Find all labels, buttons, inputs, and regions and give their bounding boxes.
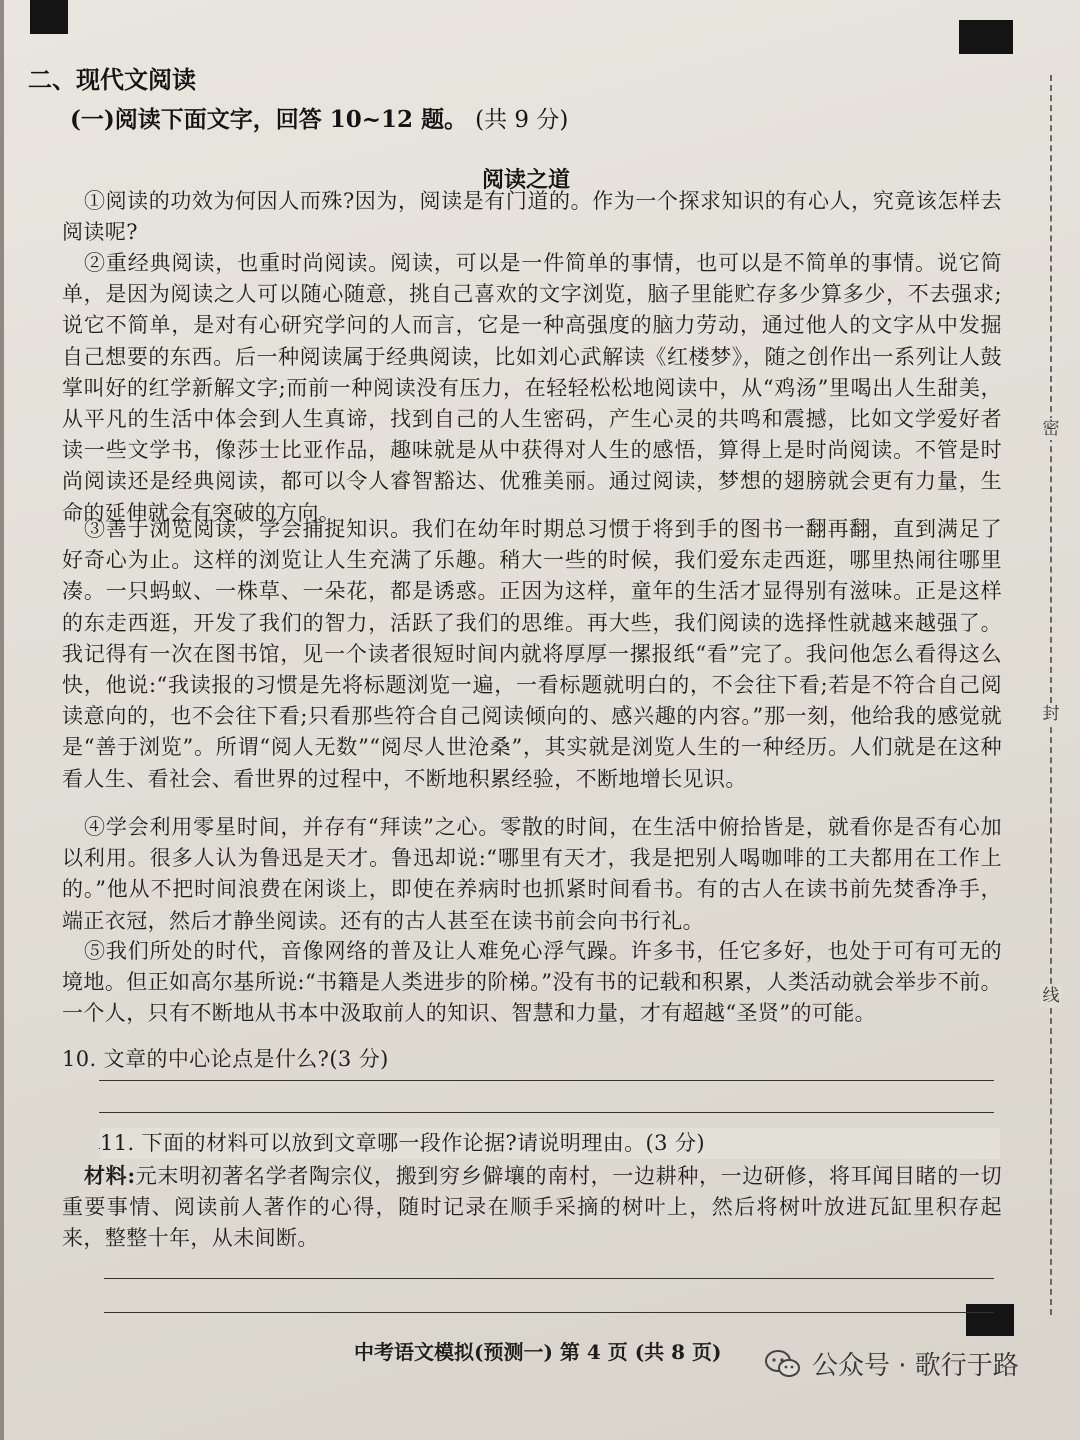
section-title: 二、现代文阅读 — [28, 65, 196, 94]
watermark — [764, 1345, 1019, 1382]
subsection-points: (共 9 分) — [475, 107, 569, 133]
material-label: 材料: — [84, 1163, 136, 1188]
corner-marker-bottom-right — [966, 1304, 1014, 1336]
subsection-title-text: (一)阅读下面文字，回答 10~12 题。 — [70, 106, 468, 133]
paragraph-3: ③善于浏览阅读，学会捕捉知识。我们在幼年时期总习惯于将到手的图书一翻再翻，直到满足了好奇心为止。这样的浏览让人生充满了乐趣。稍大一些的时候，我们爱东走西逛，哪里热闹往哪里凑。一只蚂蚁、一株草、一朵花，都是诱惑。正因为这样，童年的生活才显得别有滋味。正是这样的东走西逛，开发了我们的智力，活跃了我们的思维。再大些，我们阅读的选择性就越来越强了。我记得有一次在图书馆，见一个读者很短时间内就将厚厚一摞报纸“看”完了。我问他怎么看得这么快，他说:“我读报的习惯是先将标题浏览一遍，一看标题就明白的，不会往下看;若是不符合自己阅读意向的，也不会往下看;只看那些符合自己阅读倾向的、感兴趣的内容。”那一刻，他给我的感觉就是“善于浏览”。所谓“阅人无数”“阅尽人世沧桑”，其实就是浏览人生的一种经历。人们就是在这种看人生、看社会、看世界的过程中，不断地积累经验，不断地增长见识。 — [62, 517, 1002, 791]
answer-line-11-b[interactable] — [104, 1312, 994, 1313]
subsection-title — [70, 101, 568, 134]
paragraph-4: ④学会利用零星时间，并存有“拜读”之心。零散的时间，在生活中俯拾皆是，就看你是否有心加以利用。很多人认为鲁迅是天才。鲁迅却说:“哪里有天才，我是把别人喝咖啡的工夫都用在工作上的。”他从不把时间浪费在闲谈上，即使在养病时也抓紧时间看书。有的古人在读书前先焚香净手，端正衣冠，然后才静坐阅读。还有的古人甚至在读书前会向书行礼。 — [62, 815, 1002, 933]
corner-marker-top-right — [959, 20, 1013, 54]
seal-line — [1050, 75, 1052, 1315]
corner-marker-top-left — [30, 0, 68, 34]
article-title: 阅读之道 — [482, 167, 571, 193]
watermark-text: 公众号 · 歌行于路 — [812, 1351, 1019, 1381]
material-text: 元末明初著名学者陶宗仪，搬到穷乡僻壤的南村，一边耕种，一边研修，将耳闻目睹的一切重要事情、阅读前人著作的心得，随时记录在顺手采摘的树叶上，然后将树叶放进瓦缸里积存起来，整整十年，从未间断。 — [62, 1164, 1003, 1251]
seal-char-xian: 线 — [1040, 985, 1062, 1007]
question-10: 10. 文章的中心论点是什么?(3 分) — [62, 1047, 389, 1071]
exam-sheet — [4, 0, 1080, 1440]
page-footer: 中考语文模拟(预测一) 第 4 页 (共 8 页) — [354, 1340, 722, 1364]
paragraph-5: ⑤我们所处的时代，音像网络的普及让人难免心浮气躁。许多书，任它多好，也处于可有可无的境地。但正如高尔基所说:“书籍是人类进步的阶梯。”没有书的记载和积累，人类活动就会举步不前。一个人，只有不断地从书本中汲取前人的知识、智慧和力量，才有超越“圣贤”的可能。 — [62, 939, 1002, 1026]
answer-line-11-a[interactable] — [104, 1278, 994, 1279]
answer-line-10-a[interactable] — [99, 1080, 994, 1081]
paragraph-2: ②重经典阅读，也重时尚阅读。阅读，可以是一件简单的事情，也可以是不简单的事情。说它简单，是因为阅读之人可以随心随意，挑自己喜欢的文字浏览，脑子里能贮存多少算多少，不去强求;说它不简单，是对有心研究学问的人而言，它是一种高强度的脑力劳动，通过他人的文字从中发掘自己想要的东西。后一种阅读属于经典阅读，比如刘心武解读《红楼梦》，随之创作出一系列让人鼓掌叫好的红学新解文字;而前一种阅读没有压力，在轻轻松松地阅读中，从“鸡汤”里喝出人生甜美，从平凡的生活中体会到人生真谛，找到自己的人生密码，产生心灵的共鸣和震撼，比如文学爱好者读一些文学书，像莎士比亚作品，趣味就是从中获得对人生的感悟，算得上是时尚阅读。不管是时尚阅读还是经典阅读，都可以令人睿智豁达、优雅美丽。通过阅读，梦想的翅膀就会更有力量，生命的延伸就会有突破的方向。 — [62, 251, 1002, 525]
seal-char-mi: 密 — [1040, 418, 1062, 440]
seal-char-feng: 封 — [1040, 703, 1062, 725]
question-11-material — [62, 1160, 1002, 1255]
answer-line-10-b[interactable] — [99, 1112, 994, 1113]
question-11: 11. 下面的材料可以放到文章哪一段作论据?请说明理由。(3 分) — [100, 1128, 1000, 1159]
paragraph-1: ①阅读的功效为何因人而殊?因为，阅读是有门道的。作为一个探求知识的有心人，究竟该怎样去阅读呢? — [62, 189, 1002, 245]
wechat-icon — [764, 1349, 802, 1379]
